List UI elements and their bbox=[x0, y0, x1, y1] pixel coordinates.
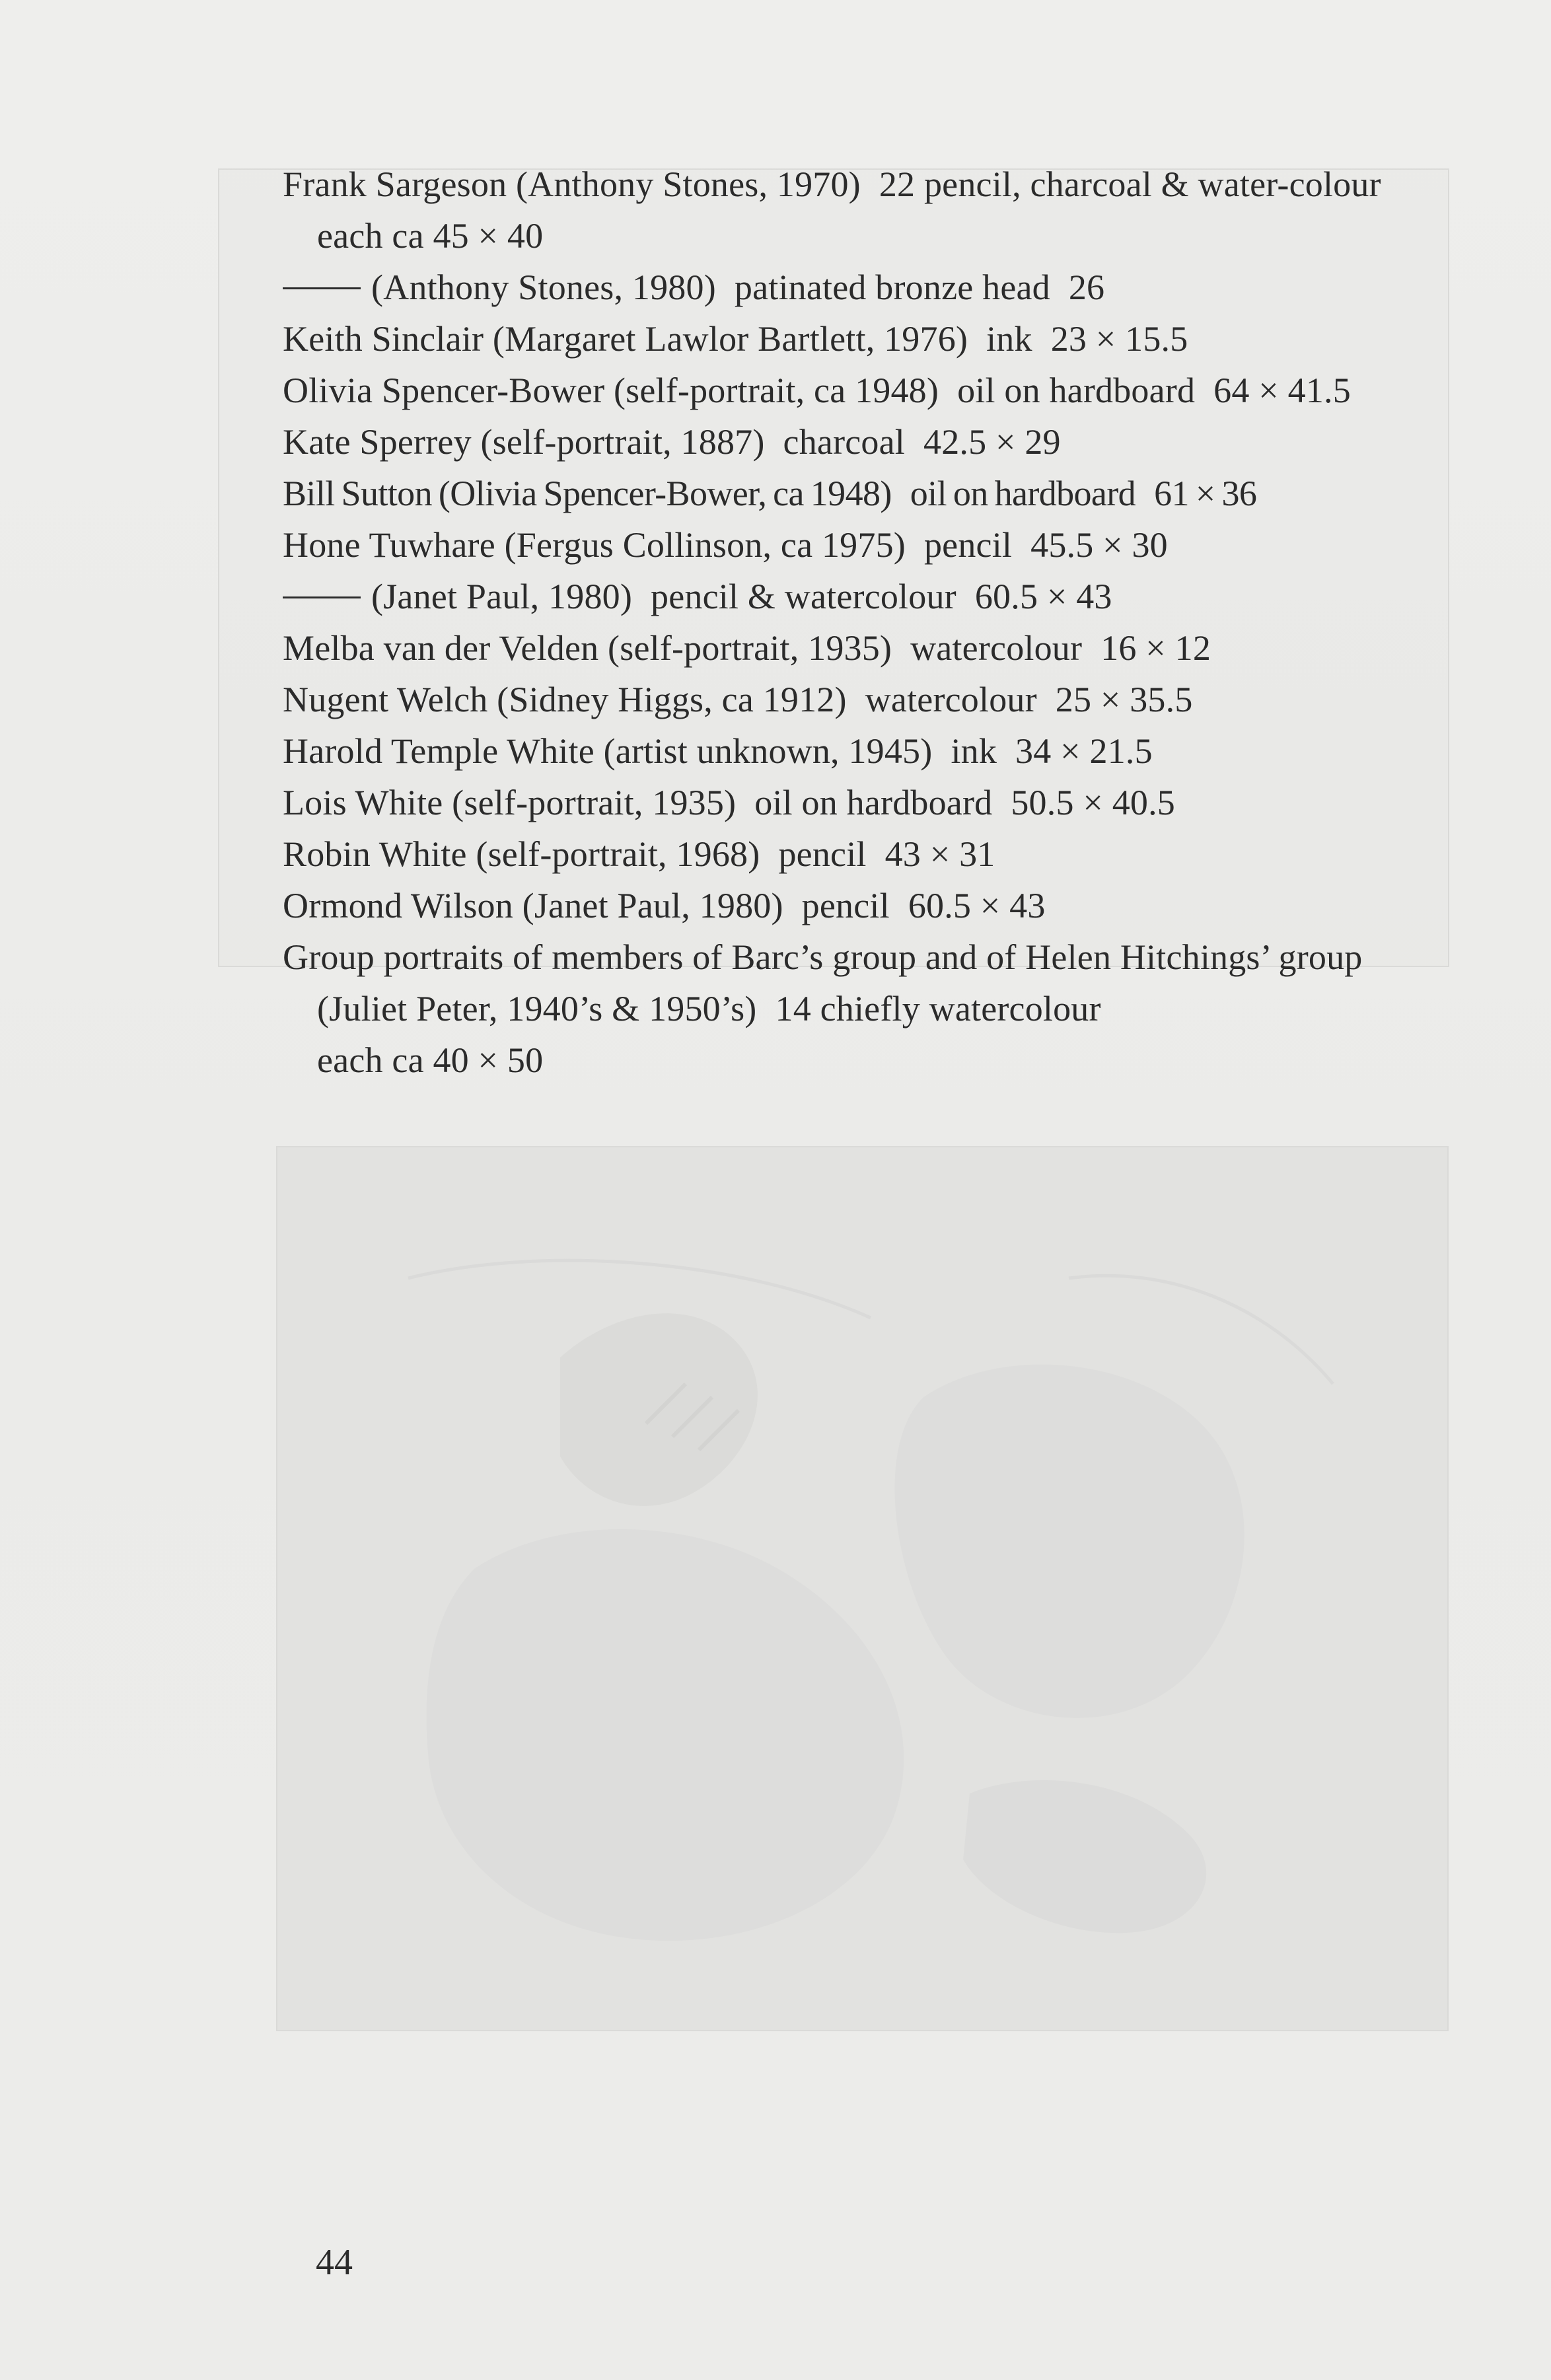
entry-medium: oil on hardboard bbox=[957, 371, 1196, 410]
entry-dimensions: 60.5 × 43 bbox=[974, 577, 1112, 616]
ditto-rule bbox=[283, 596, 361, 598]
entry-medium: ink bbox=[986, 319, 1032, 359]
portrait-catalogue-list bbox=[283, 159, 1459, 1086]
entry-medium: watercolour bbox=[865, 680, 1037, 719]
entry-dimensions: each ca 40 × 50 bbox=[317, 1040, 544, 1080]
entry-subject: Keith Sinclair (Margaret Lawlor Bartlett, 1976) bbox=[283, 319, 968, 359]
entry-dimensions: 26 bbox=[1068, 268, 1105, 307]
catalogue-entry-robin-white bbox=[283, 828, 1459, 880]
entry-medium: oil on hardboard bbox=[754, 783, 993, 822]
catalogue-entry-sinclair bbox=[283, 313, 1459, 365]
entry-medium: pencil bbox=[801, 886, 890, 925]
entry-subject: (Janet Paul, 1980) bbox=[371, 577, 633, 616]
entry-subject: Ormond Wilson (Janet Paul, 1980) bbox=[283, 886, 783, 925]
catalogue-entry-sargeson-1970 bbox=[283, 159, 1459, 262]
page-number: 44 bbox=[316, 2242, 353, 2283]
catalogue-entry-tuwhare-1975 bbox=[283, 519, 1459, 571]
entry-dimensions: 43 × 31 bbox=[884, 834, 995, 874]
entry-medium: 14 chiefly watercolour bbox=[775, 989, 1101, 1028]
catalogue-entry-h-t-white bbox=[283, 725, 1459, 777]
entry-subject: Frank Sargeson (Anthony Stones, 1970) bbox=[283, 164, 861, 204]
catalogue-entry-spencer-bower bbox=[283, 365, 1459, 416]
catalogue-entry-van-der-velden bbox=[283, 622, 1459, 674]
entry-medium: pencil bbox=[778, 834, 867, 874]
catalogue-entry-sperrey bbox=[283, 416, 1459, 468]
entry-medium: patinated bronze head bbox=[734, 268, 1050, 307]
entry-dimensions: 50.5 × 40.5 bbox=[1011, 783, 1175, 822]
faint-sketch-image bbox=[276, 1146, 1449, 2031]
entry-subject: Hone Tuwhare (Fergus Collinson, ca 1975) bbox=[283, 525, 906, 565]
entry-dimensions: 61 × 36 bbox=[1154, 474, 1257, 513]
catalogue-entry-wilson bbox=[283, 880, 1459, 931]
entry-dimensions: 25 × 35.5 bbox=[1055, 680, 1193, 719]
entry-subject: Olivia Spencer-Bower (self-portrait, ca 1948) bbox=[283, 371, 939, 410]
catalogue-entry-welch bbox=[283, 674, 1459, 725]
entry-dimensions: 45.5 × 30 bbox=[1030, 525, 1168, 565]
entry-medium: oil on hardboard bbox=[910, 474, 1136, 513]
catalogue-entry-lois-white bbox=[283, 777, 1459, 828]
entry-medium: charcoal bbox=[783, 422, 905, 462]
entry-dimensions: each ca 45 × 40 bbox=[317, 216, 544, 256]
entry-subject: Robin White (self-portrait, 1968) bbox=[283, 834, 760, 874]
entry-medium: pencil bbox=[923, 525, 1013, 565]
show-through-illustration bbox=[276, 1146, 1449, 2031]
entry-medium: pencil & watercolour bbox=[651, 577, 956, 616]
entry-dimensions: 23 × 15.5 bbox=[1050, 319, 1188, 359]
entry-subject: Bill Sutton (Olivia Spencer-Bower, ca 1948) bbox=[283, 474, 892, 513]
entry-subject: Group portraits of members of Barc’s group and of Helen Hitchings’ group (Juliet Peter, 1940’s & 1950’s) bbox=[283, 937, 1363, 1028]
entry-subject: (Anthony Stones, 1980) bbox=[371, 268, 716, 307]
entry-dimensions: 60.5 × 43 bbox=[908, 886, 1046, 925]
entry-subject: Lois White (self-portrait, 1935) bbox=[283, 783, 737, 822]
entry-medium: ink bbox=[951, 731, 997, 771]
entry-subject: Harold Temple White (artist unknown, 1945) bbox=[283, 731, 933, 771]
catalogue-entry-sargeson-1980 bbox=[283, 262, 1459, 313]
entry-medium: 22 pencil, charcoal & water-colour bbox=[879, 164, 1381, 204]
entry-dimensions: 64 × 41.5 bbox=[1213, 371, 1351, 410]
catalogue-entry-sutton bbox=[283, 468, 1459, 519]
entry-dimensions: 42.5 × 29 bbox=[923, 422, 1061, 462]
entry-dimensions: 16 × 12 bbox=[1100, 628, 1211, 668]
entry-subject: Melba van der Velden (self-portrait, 1935) bbox=[283, 628, 892, 668]
entry-dimensions: 34 × 21.5 bbox=[1015, 731, 1153, 771]
entry-subject: Kate Sperrey (self-portrait, 1887) bbox=[283, 422, 765, 462]
catalogue-entry-group-portraits bbox=[283, 931, 1459, 1086]
entry-subject: Nugent Welch (Sidney Higgs, ca 1912) bbox=[283, 680, 847, 719]
catalogue-entry-tuwhare-1980 bbox=[283, 571, 1459, 622]
ditto-rule bbox=[283, 287, 361, 289]
entry-medium: watercolour bbox=[910, 628, 1083, 668]
